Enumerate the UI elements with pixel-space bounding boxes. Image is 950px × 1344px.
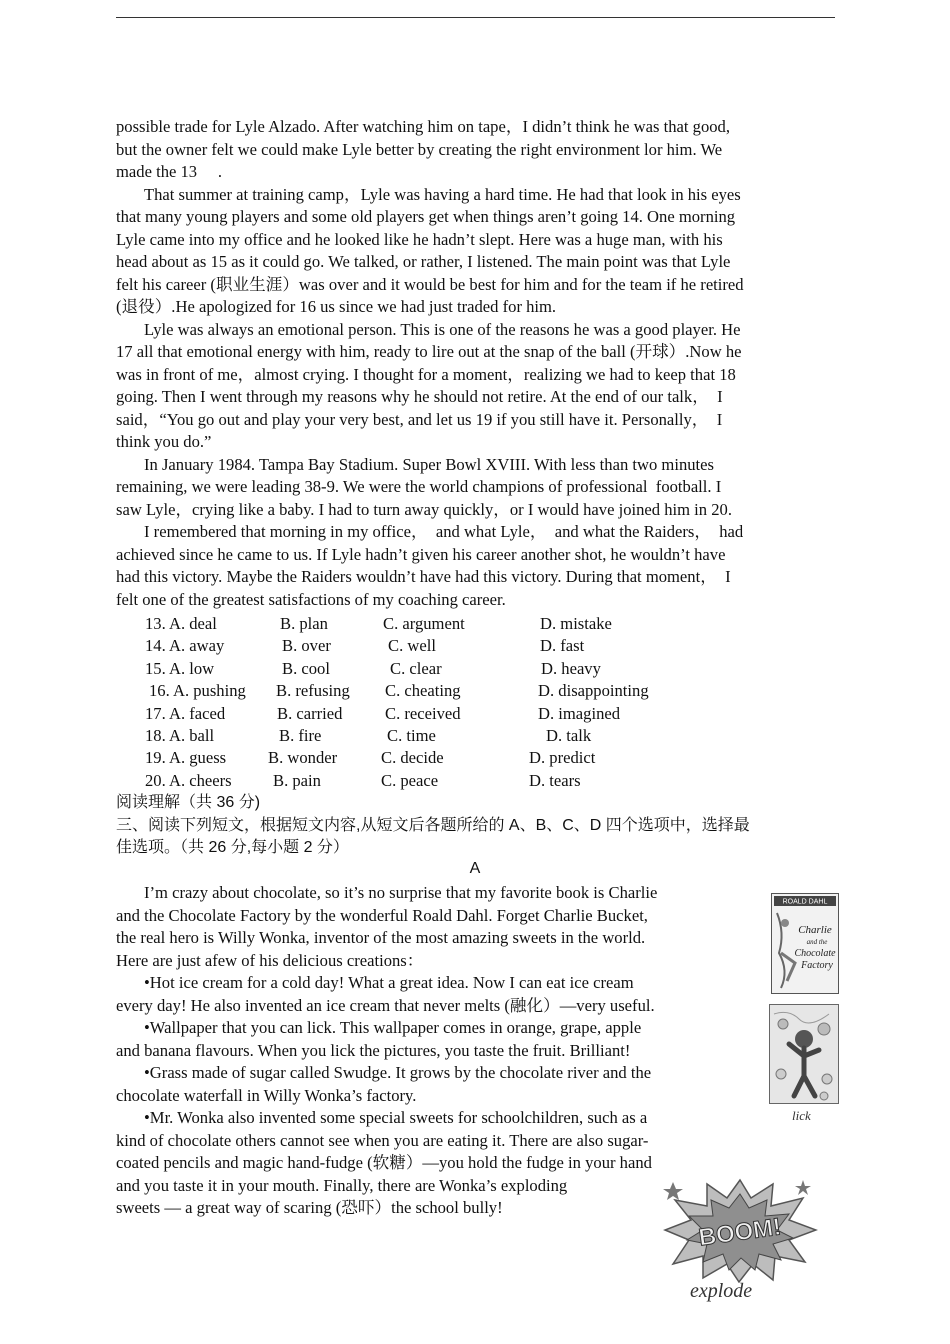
boom-illustration bbox=[663, 1178, 818, 1283]
passage_a-line: •Grass made of sugar called Swudge. It grows by the chocolate river and the bbox=[144, 1063, 652, 1082]
passage_cloze-line: achieved since he came to us. If Lyle hadn’t given his career another shot, he wouldn’t have bbox=[116, 544, 726, 564]
section-instruction-line2: 佳选项。（共 26 分,每小题 2 分） bbox=[116, 839, 349, 856]
option-14-question: 14. A. away bbox=[145, 636, 225, 656]
passage_cloze-line: That summer at training camp，Lyle was having a hard time. He had that look in his eyes bbox=[144, 184, 741, 204]
passage_a-line: •Wallpaper that you can lick. This wallpaper comes in orange, grape, apple bbox=[144, 1018, 642, 1037]
passage_cloze-line: think you do.” bbox=[116, 432, 212, 451]
passage_a-line: every day! He also invented an ice cream that never melts (融化）—very useful. bbox=[116, 995, 655, 1015]
option-18-d: D. talk bbox=[546, 726, 592, 745]
option-15-b: B. cool bbox=[282, 658, 330, 678]
cloze-passage bbox=[116, 116, 744, 611]
passage_cloze-line: In January 1984. Tampa Bay Stadium. Super Bowl XVIII. With less than two minutes bbox=[144, 454, 714, 474]
lick-illustration bbox=[769, 1004, 839, 1104]
passage_cloze-line: felt one of the greatest satisfactions of my coaching career. bbox=[116, 589, 506, 609]
lick-caption: lick bbox=[792, 1108, 811, 1123]
passage_cloze-line: but the owner felt we could make Lyle better by creating the right environment lor him. We bbox=[116, 139, 723, 159]
option-16-d: D. disappointing bbox=[538, 681, 649, 701]
section-instruction-line1: 三、阅读下列短文，根据短文内容,从短文后各题所给的 A、B、C、D 四个选项中，选择最 bbox=[116, 817, 750, 834]
passage_a-line: coated pencils and magic hand-fudge (软糖）—you hold the fudge in your hand bbox=[116, 1153, 652, 1172]
explode-caption: explode bbox=[690, 1280, 753, 1302]
option-19-question: 19. A. guess bbox=[145, 748, 227, 768]
option-20-question: 20. A. cheers bbox=[145, 770, 232, 790]
passage-a bbox=[116, 882, 657, 1220]
option-20-b: B. pain bbox=[273, 770, 321, 790]
passage_cloze-line: head about as 15 as it could go. We talked, or rather, I listened. The main point was that Lyle bbox=[116, 252, 731, 271]
option-18-c: C. time bbox=[387, 726, 436, 745]
book-title-3: Chocolate bbox=[794, 948, 836, 959]
option-14-b: B. over bbox=[282, 636, 331, 656]
passage_cloze-line: going. Then I went through my reasons why he should not retire. At the end of our talk， I bbox=[116, 387, 723, 406]
passage_cloze-line: made the 13 . bbox=[116, 162, 222, 181]
option-19-d: D. predict bbox=[529, 748, 596, 768]
passage_a-line: sweets — a great way of scaring (恐吓）the school bully! bbox=[116, 1198, 503, 1217]
passage_cloze-line: saw Lyle，crying like a baby. I had to turn away quickly，or I would have joined him in 20. bbox=[116, 499, 732, 519]
header-rule bbox=[116, 17, 835, 18]
passage_a-line: Here are just afew of his delicious creations： bbox=[116, 950, 424, 970]
passage_cloze-line: (退役）.He apologized for 16 us since we had just traded for him. bbox=[116, 297, 557, 316]
option-15-d: D. heavy bbox=[541, 658, 601, 678]
passage_a-line: and you taste it in your mouth. Finally, there are Wonka’s exploding bbox=[116, 1175, 568, 1195]
option-13-question: 13. A. deal bbox=[145, 614, 217, 633]
passage_a-line: the real hero is Willy Wonka, inventor of the most amazing sweets in the world. bbox=[116, 928, 646, 947]
option-17-c: C. received bbox=[385, 703, 461, 723]
option-16-c: C. cheating bbox=[385, 681, 461, 701]
passage_a-line: and the Chocolate Factory by the wonderful Roald Dahl. Forget Charlie Bucket, bbox=[116, 905, 648, 925]
passage_cloze-line: had this victory. Maybe the Raiders wouldn’t have had this victory. During that moment， I bbox=[116, 567, 731, 586]
passage_a-line: •Mr. Wonka also invented some special sweets for schoolchildren, such as a bbox=[144, 1108, 648, 1127]
boom-text: BOOM! bbox=[697, 1213, 783, 1252]
book-title-2: and the bbox=[806, 938, 828, 946]
passage_a-line: I’m crazy about chocolate, so it’s no surprise that my favorite book is Charlie bbox=[144, 883, 658, 902]
passage_a-line: •Hot ice cream for a cold day! What a great idea. Now I can eat ice cream bbox=[144, 973, 634, 992]
passage_cloze-line: 17 all that emotional energy with him, ready to lire out at the snap of the ball (开球）.Now he bbox=[116, 342, 742, 361]
option-17-b: B. carried bbox=[277, 703, 343, 723]
book-title-4: Factory bbox=[801, 960, 833, 971]
passage_cloze-line: said，“You go out and play your very best, and let us 19 if you still have it. Personally， I bbox=[116, 409, 723, 429]
option-14-d: D. fast bbox=[540, 636, 585, 656]
passage-letter: A bbox=[469, 860, 481, 877]
book-author: ROALD DAHL bbox=[782, 898, 828, 906]
option-13-c: C. argument bbox=[383, 614, 465, 633]
option-20-d: D. tears bbox=[529, 770, 581, 790]
passage_cloze-line: that many young players and some old players get when things aren’t going 14. One morning bbox=[116, 207, 736, 226]
book-cover-image bbox=[771, 893, 839, 994]
passage_cloze-line: remaining, we were leading 38-9. We were the world champions of professional football. I bbox=[116, 477, 722, 496]
section-title: 阅读理解（共 36 分) bbox=[116, 794, 261, 811]
passage_cloze-line: was in front of me，almost crying. I thought for a moment，realizing we had to keep that 18 bbox=[116, 364, 736, 384]
option-14-c: C. well bbox=[388, 636, 436, 656]
passage_a-line: and banana flavours. When you lick the pictures, you taste the fruit. Brilliant! bbox=[116, 1040, 631, 1060]
option-18-b: B. fire bbox=[279, 726, 322, 745]
passage_cloze-line: felt his career (职业生涯）was over and it would be best for him and for the team if he retired bbox=[116, 274, 744, 294]
passage_cloze-line: I remembered that morning in my office， and what Lyle， and what the Raiders， had bbox=[144, 522, 744, 541]
book-title-1: Charlie bbox=[798, 924, 832, 936]
option-16-b: B. refusing bbox=[276, 681, 350, 701]
passage_cloze-line: Lyle was always an emotional person. This is one of the reasons he was a good player. He bbox=[144, 319, 741, 339]
passage_cloze-line: Lyle came into my office and he looked like he hadn’t slept. Here was a huge man, with his bbox=[116, 229, 723, 249]
option-17-question: 17. A. faced bbox=[145, 703, 226, 723]
option-19-b: B. wonder bbox=[268, 748, 338, 768]
option-17-d: D. imagined bbox=[538, 703, 621, 723]
option-15-c: C. clear bbox=[390, 658, 442, 678]
passage_a-line: chocolate waterfall in Willy Wonka’s factory. bbox=[116, 1085, 417, 1105]
passage_cloze-line: possible trade for Lyle Alzado. After watching him on tape，I didn’t think he was that good, bbox=[116, 117, 730, 136]
option-19-c: C. decide bbox=[381, 748, 444, 768]
option-20-c: C. peace bbox=[381, 770, 439, 790]
option-13-b: B. plan bbox=[280, 614, 328, 633]
option-18-question: 18. A. ball bbox=[145, 726, 215, 745]
option-13-d: D. mistake bbox=[540, 614, 612, 633]
passage_a-line: kind of chocolate others cannot see when you are eating it. There are also sugar- bbox=[116, 1130, 649, 1150]
option-15-question: 15. A. low bbox=[145, 658, 215, 678]
option-16-question: 16. A. pushing bbox=[149, 681, 246, 701]
